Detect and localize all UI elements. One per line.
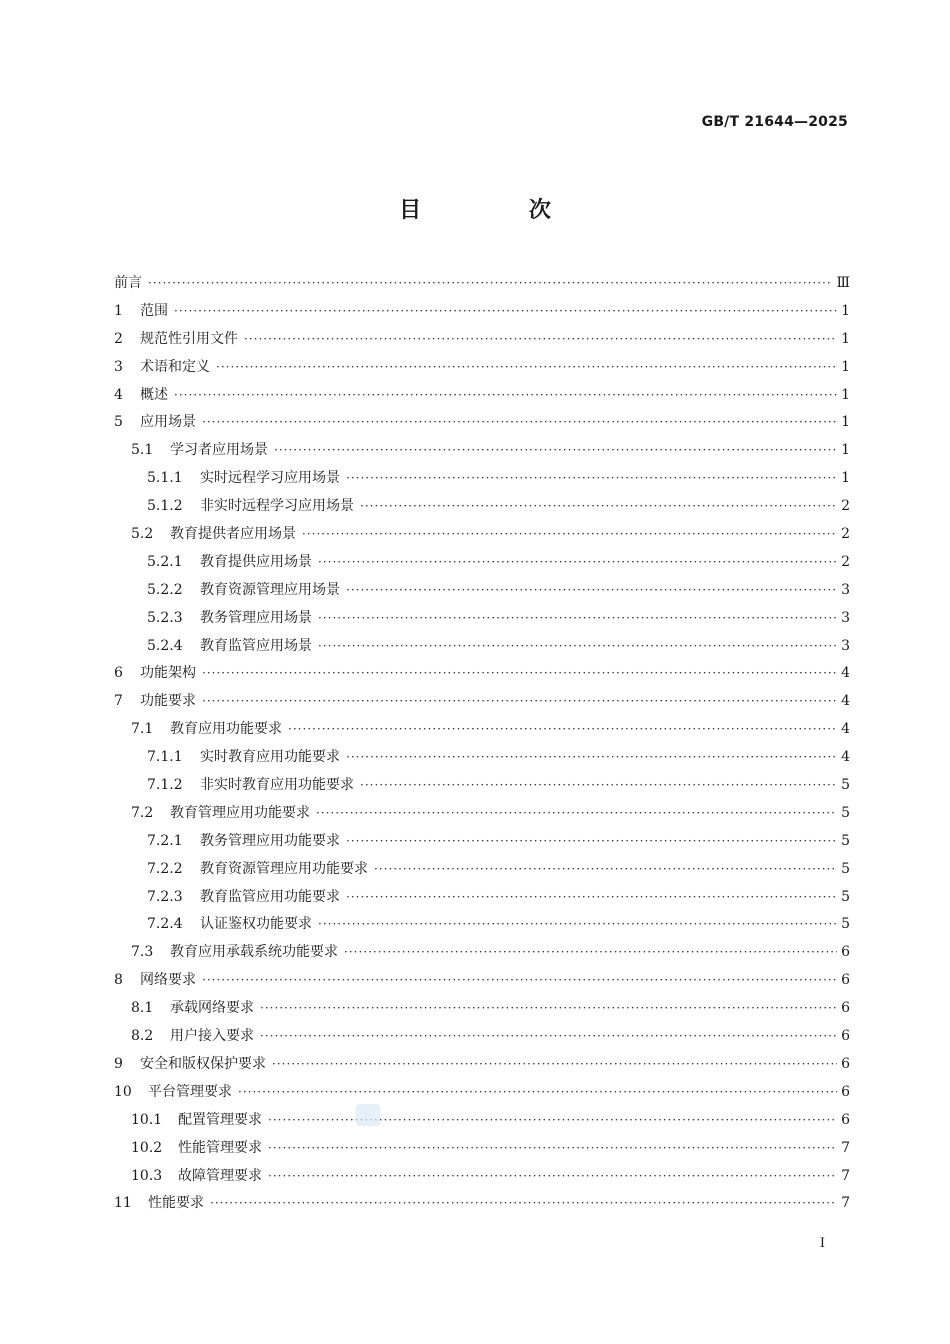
toc-entry-number: 8.2 (131, 1028, 154, 1045)
toc-entry-number: 10.2 (131, 1139, 163, 1156)
toc-entry-page: 1 (841, 330, 850, 347)
toc-entry[interactable] (114, 1135, 850, 1163)
toc-leader-dots (318, 633, 837, 661)
toc-entry[interactable] (114, 493, 850, 521)
toc-entry-label: 性能管理要求 (178, 1139, 262, 1156)
toc-entry-label: 非实时教育应用功能要求 (200, 777, 354, 794)
toc-entry[interactable] (114, 298, 850, 326)
toc-entry-number: 9 (114, 1055, 123, 1072)
toc-entry[interactable] (114, 1051, 850, 1079)
toc-entry-number: 5.2.2 (147, 581, 183, 598)
toc-entry-page: 2 (841, 526, 850, 543)
toc-entry[interactable] (114, 939, 850, 967)
toc-entry-label: 平台管理要求 (148, 1083, 232, 1100)
toc-leader-dots (216, 354, 837, 382)
toc-entry-page: 6 (841, 1083, 850, 1100)
toc-entry-page: 1 (841, 442, 850, 459)
toc-entry[interactable] (114, 409, 850, 437)
toc-entry[interactable] (114, 744, 850, 772)
toc-entry[interactable] (114, 856, 850, 884)
toc-entry-page: 1 (841, 302, 850, 319)
toc-entry-page: 6 (841, 944, 850, 961)
toc-entry-page: 2 (841, 498, 850, 515)
toc-entry[interactable] (114, 1107, 850, 1135)
toc-leader-dots (346, 744, 837, 772)
toc-entry-page: 2 (841, 553, 850, 570)
toc-entry-number: 7.2.3 (147, 888, 183, 905)
toc-entry-label: 教务管理应用功能要求 (200, 832, 340, 849)
toc-entry-label: 概述 (140, 386, 168, 403)
toc-entry-number: 5.1 (131, 442, 154, 459)
toc-entry-page: 1 (841, 386, 850, 403)
toc-entry-label: 安全和版权保护要求 (140, 1055, 266, 1072)
toc-entry-label: 性能要求 (148, 1195, 204, 1212)
toc-entry[interactable] (114, 772, 850, 800)
toc-entry-label: 认证鉴权功能要求 (200, 916, 312, 933)
toc-title: 目 次 (399, 198, 601, 223)
toc-entry-number: 7.2 (131, 804, 154, 821)
toc-entry-number: 3 (114, 358, 123, 375)
toc-entry-number: 5.1.2 (147, 498, 183, 515)
toc-entry[interactable] (114, 633, 850, 661)
toc-entry-page: 3 (841, 581, 850, 598)
toc-leader-dots (302, 521, 837, 549)
toc-entry-label: 故障管理要求 (178, 1167, 262, 1184)
toc-entry[interactable] (114, 465, 850, 493)
toc-entry-label: 非实时远程学习应用场景 (200, 498, 354, 515)
toc-leader-dots (210, 1190, 837, 1218)
toc-leader-dots (268, 1107, 837, 1135)
toc-entry-number: 5 (114, 414, 123, 431)
toc-entry[interactable] (114, 437, 850, 465)
toc-entry-label: 术语和定义 (140, 358, 210, 375)
toc-entry-number: 5.2.4 (147, 637, 183, 654)
toc-entry[interactable] (114, 577, 850, 605)
toc-entry-number: 6 (114, 665, 123, 682)
toc-entry-label: 用户接入要求 (170, 1028, 254, 1045)
toc-entry[interactable] (114, 354, 850, 382)
toc-leader-dots (360, 772, 837, 800)
toc-entry-number: 10.3 (131, 1167, 163, 1184)
toc-entry-page: 3 (841, 637, 850, 654)
toc-entry-label: 教育资源管理应用场景 (200, 581, 340, 598)
toc-entry-number: 5.2.1 (147, 553, 183, 570)
toc-entry-label: 教育监管应用功能要求 (200, 888, 340, 905)
toc-leader-dots (174, 382, 837, 410)
toc-entry-page: 6 (841, 1000, 850, 1017)
toc-entry-label: 实时教育应用功能要求 (200, 749, 340, 766)
page-number: Ⅰ (819, 1236, 825, 1251)
toc-entry[interactable] (114, 326, 850, 354)
toc-entry[interactable] (114, 549, 850, 577)
toc-entry[interactable] (114, 1079, 850, 1107)
toc-entry-label: 承载网络要求 (170, 1000, 254, 1017)
toc-entry-number: 5.2 (131, 526, 154, 543)
toc-leader-dots (318, 911, 837, 939)
toc-leader-dots (318, 605, 837, 633)
toc-entry-page: 1 (841, 358, 850, 375)
toc-entry-label: 实时远程学习应用场景 (200, 470, 340, 487)
toc-leader-dots (346, 884, 837, 912)
toc-entry-number: 10.1 (131, 1111, 163, 1128)
toc-entry[interactable] (114, 660, 850, 688)
toc-entry[interactable] (114, 884, 850, 912)
toc-entry[interactable] (114, 605, 850, 633)
toc-entry-page: 7 (841, 1167, 850, 1184)
toc-entry-label: 教务管理应用场景 (200, 609, 312, 626)
toc-entry-page: 4 (841, 749, 850, 766)
toc-entry-label: 网络要求 (140, 972, 196, 989)
toc-entry[interactable] (114, 1190, 850, 1218)
toc-entry[interactable] (114, 382, 850, 410)
toc-entry-number: 7.1 (131, 721, 154, 738)
toc-leader-dots (202, 967, 837, 995)
standard-code: GB/T 21644—2025 (701, 114, 848, 130)
toc-entry[interactable] (114, 521, 850, 549)
toc-leader-dots (346, 828, 837, 856)
toc-entry-page: 5 (841, 804, 850, 821)
toc-leader-dots (288, 716, 837, 744)
toc-leader-dots (202, 409, 837, 437)
toc-entry-page: 1 (841, 470, 850, 487)
toc-entry-number: 2 (114, 330, 123, 347)
toc-entry-page: 5 (841, 832, 850, 849)
toc-entry-number: 7.2.4 (147, 916, 183, 933)
toc-leader-dots (374, 856, 837, 884)
toc-leader-dots (260, 995, 837, 1023)
toc-entry-label: 功能架构 (140, 665, 196, 682)
toc-entry[interactable] (114, 1023, 850, 1051)
toc-entry-label: 教育资源管理应用功能要求 (200, 860, 368, 877)
toc-entry-page: 5 (841, 888, 850, 905)
toc-leader-dots (272, 1051, 837, 1079)
toc-entry-number: 7.1.1 (147, 749, 183, 766)
watermark-mark (356, 1104, 380, 1126)
toc-entry-number: 7.2.2 (147, 860, 183, 877)
toc-entry-label: 教育管理应用功能要求 (170, 804, 310, 821)
toc-leader-dots (260, 1023, 837, 1051)
toc-entry-label: 范围 (140, 302, 168, 319)
toc-leader-dots (238, 1079, 837, 1107)
toc-entry-label: 教育应用功能要求 (170, 721, 282, 738)
toc-entry[interactable] (114, 967, 850, 995)
toc-entry-page: Ⅲ (836, 275, 850, 291)
toc-leader-dots (316, 800, 837, 828)
toc-leader-dots (202, 688, 837, 716)
toc-leader-dots (346, 465, 837, 493)
toc-entry-number: 7.2.1 (147, 832, 183, 849)
toc-entry-number: 1 (114, 302, 123, 319)
toc-entry-label: 教育提供应用场景 (200, 553, 312, 570)
toc-entry-number: 8 (114, 972, 123, 989)
toc-entry-page: 4 (841, 721, 850, 738)
toc-leader-dots (344, 939, 837, 967)
toc-leader-dots (268, 1135, 837, 1163)
toc-entry-page: 6 (841, 1111, 850, 1128)
toc-entry-number: 8.1 (131, 1000, 154, 1017)
toc-entry[interactable] (114, 716, 850, 744)
toc-leader-dots (360, 493, 837, 521)
toc-entry-page: 7 (841, 1139, 850, 1156)
toc-entry-page: 4 (841, 693, 850, 710)
table-of-contents (114, 270, 850, 1218)
toc-leader-dots (174, 298, 837, 326)
toc-entry-page: 3 (841, 609, 850, 626)
toc-leader-dots (244, 326, 837, 354)
toc-entry-number: 7.3 (131, 944, 154, 961)
toc-entry-number: 4 (114, 386, 123, 403)
toc-entry-label: 规范性引用文件 (140, 330, 238, 347)
toc-leader-dots (318, 549, 837, 577)
toc-leader-dots (346, 577, 837, 605)
toc-entry[interactable] (114, 995, 850, 1023)
toc-entry[interactable] (114, 1163, 850, 1191)
toc-leader-dots (202, 660, 837, 688)
toc-entry[interactable] (114, 828, 850, 856)
toc-entry-label: 教育应用承载系统功能要求 (170, 944, 338, 961)
toc-entry-page: 1 (841, 414, 850, 431)
toc-entry-label: 教育监管应用场景 (200, 637, 312, 654)
toc-entry-label: 应用场景 (140, 414, 196, 431)
toc-entry-page: 5 (841, 777, 850, 794)
toc-entry-page: 6 (841, 1055, 850, 1072)
toc-entry-page: 5 (841, 916, 850, 933)
toc-entry-number: 7 (114, 693, 123, 710)
toc-entry-number: 5.2.3 (147, 609, 183, 626)
toc-entry-label: 功能要求 (140, 693, 196, 710)
toc-entry-page: 7 (841, 1195, 850, 1212)
toc-leader-dots (274, 437, 837, 465)
toc-leader-dots (148, 270, 832, 298)
toc-entry-number: 7.1.2 (147, 777, 183, 794)
toc-entry-label: 教育提供者应用场景 (170, 526, 296, 543)
toc-entry[interactable] (114, 800, 850, 828)
toc-entry-label: 学习者应用场景 (170, 442, 268, 459)
toc-entry-label: 前言 (114, 275, 142, 291)
toc-entry-page: 5 (841, 860, 850, 877)
toc-entry[interactable] (114, 270, 850, 298)
toc-entry-page: 4 (841, 665, 850, 682)
toc-entry-page: 6 (841, 1028, 850, 1045)
toc-entry-page: 6 (841, 972, 850, 989)
toc-entry-number: 5.1.1 (147, 470, 183, 487)
toc-entry-number: 10 (114, 1083, 132, 1100)
toc-entry[interactable] (114, 911, 850, 939)
toc-entry-label: 配置管理要求 (178, 1111, 262, 1128)
toc-entry-number: 11 (114, 1195, 132, 1212)
toc-leader-dots (268, 1163, 837, 1191)
toc-entry[interactable] (114, 688, 850, 716)
